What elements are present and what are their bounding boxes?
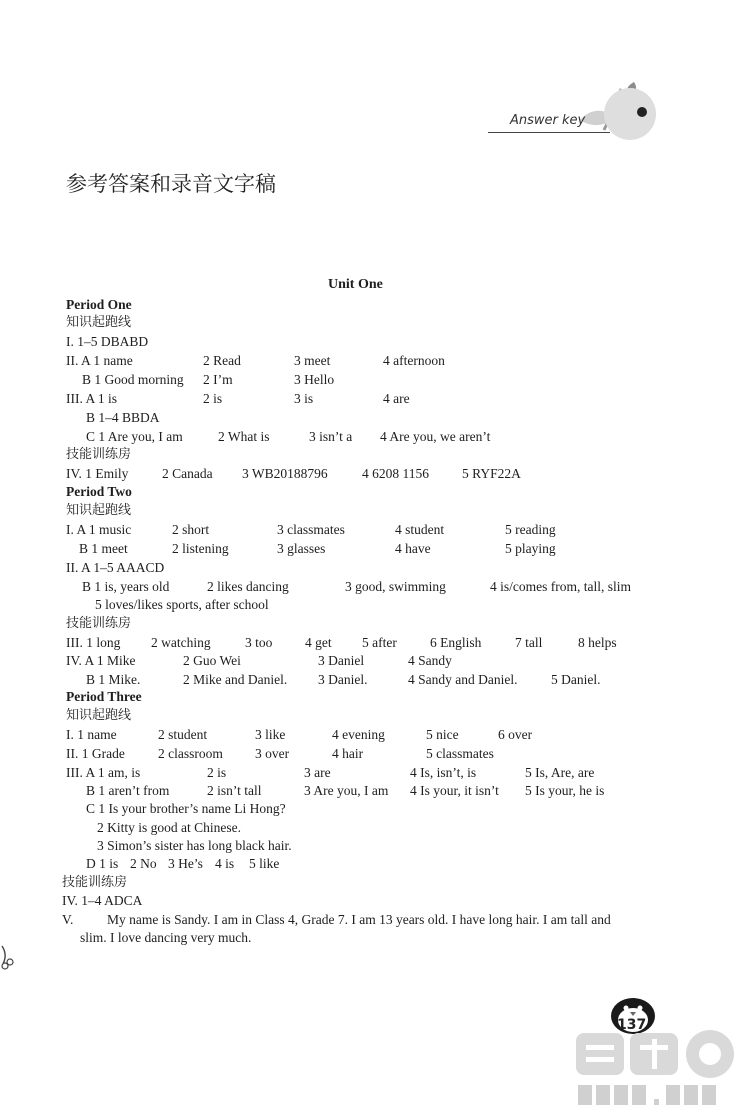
- answer-item: 3 good, swimming: [345, 579, 446, 594]
- section-heading-text: 知识起跑线: [66, 315, 132, 330]
- answer-item: 4 afternoon: [383, 353, 445, 368]
- answer-text: II. A 1–5 AAACD: [66, 560, 165, 575]
- answer-item: 5 classmates: [426, 746, 494, 761]
- answer-item: II. 1 Grade: [66, 746, 125, 761]
- answer-item: 2 Read: [203, 353, 241, 368]
- section-heading-text: 知识起跑线: [66, 708, 132, 723]
- answer-text: I. 1–5 DBABD: [66, 334, 149, 349]
- period-one-title-text: Period One: [66, 297, 132, 312]
- answer-text: C 1 Is your brother’s name Li Hong?: [86, 801, 286, 816]
- answer-text: 3 Simon’s sister has long black hair.: [97, 838, 292, 853]
- page-title: 参考答案和录音文字稿: [66, 172, 276, 196]
- answer-item: 5 Is your, he is: [525, 783, 605, 798]
- answer-item: C 1 Are you, I am: [86, 429, 183, 444]
- answer-item: 2 student: [158, 727, 208, 742]
- answer-text: slim. I love dancing very much.: [80, 930, 252, 945]
- answer-item: 4 get: [305, 635, 332, 650]
- answer-item: 8 helps: [578, 635, 617, 650]
- period-three-title-text: Period Three: [66, 689, 142, 704]
- section-heading-text: 知识起跑线: [66, 503, 132, 518]
- answer-item: 4 Sandy: [408, 653, 452, 668]
- answer-item: 7 tall: [515, 635, 543, 650]
- answer-item: B 1 Mike.: [86, 672, 141, 687]
- section-heading-text: 技能训练房: [66, 616, 132, 631]
- answer-item: V.: [62, 912, 74, 927]
- answer-item: 2 I’m: [203, 372, 233, 387]
- answer-item: 4 Is your, it isn’t: [410, 783, 499, 798]
- answer-item: B 1 is, years old: [82, 579, 170, 594]
- answer-item: 4 hair: [332, 746, 364, 761]
- answer-item: 3 glasses: [277, 541, 326, 556]
- answer-item: 2 isn’t tall: [207, 783, 262, 798]
- answer-item: 2 Canada: [162, 466, 213, 481]
- answer-text: My name is Sandy. I am in Class 4, Grade 7. I am 13 years old. I have long hair. I am tall and: [107, 912, 611, 927]
- answer-item: 2 What is: [218, 429, 270, 444]
- answer-key-label: Answer key: [510, 113, 586, 128]
- answer-item: III. 1 long: [66, 635, 121, 650]
- answer-item: III. A 1 am, is: [66, 765, 141, 780]
- answer-item: 4 are: [383, 391, 410, 406]
- answer-item: I. A 1 music: [66, 522, 132, 537]
- apple-logo-icon: [580, 78, 662, 150]
- answer-item: 4 student: [395, 522, 445, 537]
- answer-item: 5 after: [362, 635, 397, 650]
- answer-item: B 1 meet: [79, 541, 128, 556]
- section-heading-text: 技能训练房: [66, 447, 132, 462]
- answer-item: III. A 1 is: [66, 391, 118, 406]
- answer-item: II. A 1 name: [66, 353, 133, 368]
- answer-item: 2 likes dancing: [207, 579, 289, 594]
- answer-item: 4 Sandy and Daniel.: [408, 672, 518, 687]
- answer-item: 2 listening: [172, 541, 229, 556]
- answer-item: 3 He’s: [168, 856, 203, 871]
- answer-item: B 1 Good morning: [82, 372, 184, 387]
- answer-item: 2 is: [207, 765, 227, 780]
- answer-item: 4 Is, isn’t, is: [410, 765, 477, 780]
- answer-item: 2 watching: [151, 635, 211, 650]
- answer-text: 5 loves/likes sports, after school: [95, 597, 269, 612]
- answer-item: 4 is: [215, 856, 235, 871]
- answer-item: 2 is: [203, 391, 223, 406]
- answer-text: B 1–4 BBDA: [86, 410, 160, 425]
- answer-item: 3 is: [294, 391, 314, 406]
- header-rule: [488, 132, 610, 133]
- answer-item: 5 RYF22A: [462, 466, 521, 481]
- answer-item: 5 Daniel.: [551, 672, 601, 687]
- answer-item: 3 meet: [294, 353, 331, 368]
- answer-item: 6 English: [430, 635, 482, 650]
- answer-text: 2 Kitty is good at Chinese.: [97, 820, 241, 835]
- answer-item: 5 Is, Are, are: [525, 765, 595, 780]
- answer-item: I. 1 name: [66, 727, 117, 742]
- answer-text: IV. 1–4 ADCA: [62, 893, 143, 908]
- answer-item: 3 too: [245, 635, 273, 650]
- answer-item: 2 Guo Wei: [183, 653, 241, 668]
- answer-item: 3 Daniel: [318, 653, 365, 668]
- section-heading-text: 技能训练房: [62, 875, 128, 890]
- answer-item: 2 classroom: [158, 746, 223, 761]
- answer-item: 5 like: [249, 856, 280, 871]
- answer-item: 5 reading: [505, 522, 556, 537]
- watermark-logo: [570, 1025, 745, 1110]
- answer-item: 6 over: [498, 727, 533, 742]
- unit-title: Unit One: [328, 277, 383, 292]
- answer-item: 2 short: [172, 522, 210, 537]
- answer-item: 3 Are you, I am: [304, 783, 389, 798]
- answer-item: 4 have: [395, 541, 431, 556]
- answer-item: 3 classmates: [277, 522, 345, 537]
- answer-item: 5 playing: [505, 541, 556, 556]
- answer-item: IV. 1 Emily: [66, 466, 129, 481]
- answer-item: 3 WB20188796: [242, 466, 328, 481]
- period-two-title-text: Period Two: [66, 484, 132, 499]
- answer-item: 3 are: [304, 765, 331, 780]
- answer-item: 4 is/comes from, tall, slim: [490, 579, 631, 594]
- answer-item: 3 like: [255, 727, 286, 742]
- answer-item: 5 nice: [426, 727, 459, 742]
- answer-item: 4 Are you, we aren’t: [380, 429, 491, 444]
- answer-item: D 1 is: [86, 856, 119, 871]
- answer-item: 3 Hello: [294, 372, 335, 387]
- answer-item: B 1 aren’t from: [86, 783, 170, 798]
- answer-item: 3 isn’t a: [309, 429, 353, 444]
- scissors-icon: [0, 944, 14, 972]
- answer-item: 4 6208 1156: [362, 466, 429, 481]
- page-number: 137: [617, 1017, 647, 1033]
- answer-item: IV. A 1 Mike: [66, 653, 136, 668]
- answer-item: 4 evening: [332, 727, 385, 742]
- answer-item: 3 Daniel.: [318, 672, 368, 687]
- answer-item: 3 over: [255, 746, 290, 761]
- answer-item: 2 Mike and Daniel.: [183, 672, 288, 687]
- answer-item: 2 No: [130, 856, 157, 871]
